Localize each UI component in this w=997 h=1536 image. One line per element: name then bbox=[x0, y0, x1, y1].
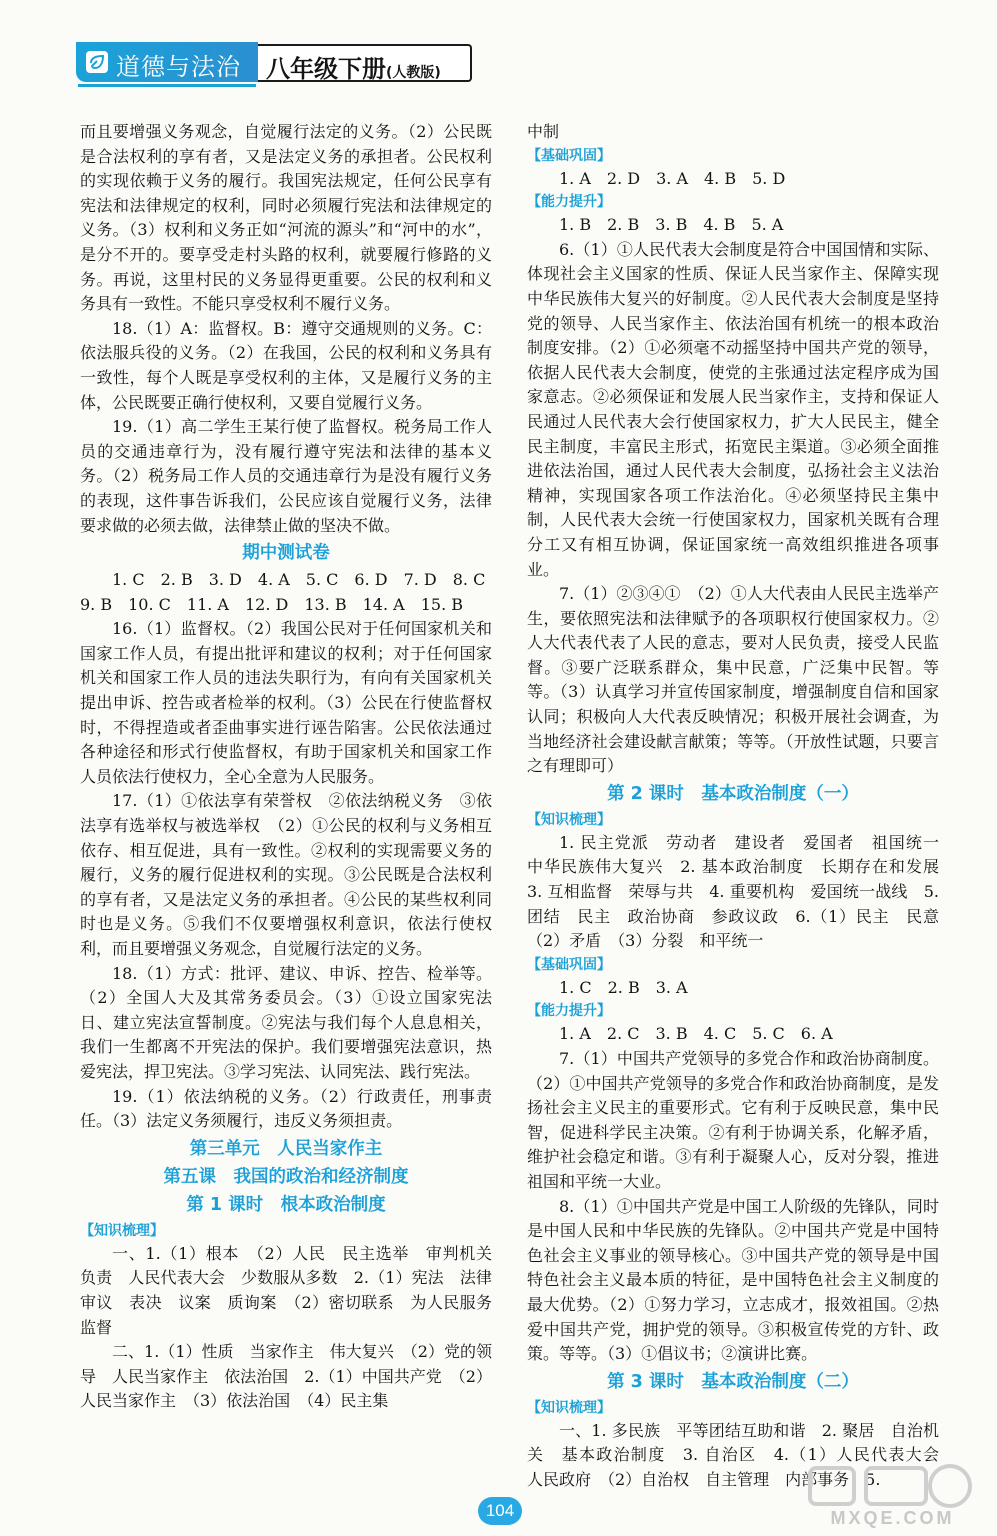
section-heading: 第三单元 人民当家作主 bbox=[189, 1138, 383, 1159]
answer-paragraph: 一、1.（1）根本 （2）人民 民主选举 审判机关 负责 人民代表大会 少数服从多数 2.（1）宪法 法律 审议 表决 议案 质询案 （2）密切联系 为人民服务 监督 bbox=[80, 1243, 509, 1337]
answer-paragraph: 9. B 10. C 11. A 12. D 13. B 14. A 15. B bbox=[80, 594, 463, 614]
right-column bbox=[527, 120, 956, 1493]
subject-band bbox=[76, 42, 258, 82]
subsection-tag: 【知识梳理】 bbox=[527, 811, 611, 828]
answer-paragraph: 17.（1）①依法享有荣誉权 ②依法纳税义务 ③依法享有选举权与被选举权 （2）①公民的权利与义务相互依存、相互促进，具有一致性。②权利的实现需要义务的履行，义务的履行促进权利的实现。③公民既是合法权利的享有者，又是法定义务的承担者。④公民的某些权利同时也是义务。⑤我们不仅要增强权利意识，依法行使权利，而且要增强义务观念，自觉履行法定的义务。 bbox=[80, 791, 492, 958]
answer-paragraph: 1. A 2. C 3. B 4. C 5. C 6. A bbox=[559, 1024, 833, 1044]
subsection-tag: 【知识梳理】 bbox=[527, 1399, 611, 1416]
section-heading: 期中测试卷 bbox=[242, 543, 330, 564]
section-heading: 第五课 我国的政治和经济制度 bbox=[163, 1166, 409, 1187]
subsection-tag: 【知识梳理】 bbox=[80, 1222, 164, 1239]
answer-paragraph: 7.（1）②③④① （2）①人大代表由人民民主选举产生，要依照宪法和法律赋予的各项职权行使国家权力。②人大代表代表了人民的意志，要对人民负责，接受人民监督。③要广泛联系群众，集中民意，广泛集中民智。等等。（3）认真学习并宣传国家制度，增强制度自信和国家认同；积极向人大代表反映情况；积极开展社会调查，为当地经济社会建设献言献策；等等。（开放性试题，只要言之有理即可） bbox=[527, 584, 939, 776]
subsection-tag: 【基础巩固】 bbox=[527, 956, 611, 973]
answer-paragraph: 1. C 2. B 3. D 4. A 5. C 6. D 7. D 8. C bbox=[112, 570, 486, 590]
answer-paragraph: 而且要增强义务观念，自觉履行法定的义务。（2）公民既是合法权利的享有者，又是法定义务的承担者。公民权利的实现依赖于义务的履行。我国宪法规定，任何公民享有宪法和法律规定的权利，同时必须履行宪法和法律规定的义务。（3）权利和义务正如“河流的源头”和“河中的水”，是分不开的。要享受走村头路的权利，就要履行修路的义务。再说，这里村民的义务显得更重要。公民的权利和义务具有一致性。不能只享受权利不履行义务。 bbox=[80, 122, 492, 314]
section-heading: 第 2 课时 基本政治制度（一） bbox=[607, 783, 859, 804]
answer-paragraph: 19.（1）高二学生王某行使了监督权。税务局工作人员的交通违章行为，没有履行遵守宪法和法律的基本义务。（2）税务局工作人员的交通违章行为是没有履行义务的表现，这件事告诉我们，公民应该自觉履行义务，法律要求做的必须去做，法律禁止做的坚决不做。 bbox=[80, 417, 492, 535]
answer-paragraph: 1. A 2. D 3. A 4. B 5. D bbox=[559, 168, 786, 188]
answer-paragraph: 16.（1）监督权。（2）我国公民对于任何国家机关和国家工作人员，有提出批评和建议的权利；对于任何国家机关和国家工作人员的违法失职行为，有向有关国家机关提出申诉、控告或者检举的权利。（3）公民在行使监督权时，不得捏造或者歪曲事实进行诬告陷害。公民依法通过各种途径和形式行使监督权，有助于国家机关和国家工作人员依法行使权力，全心全意为人民服务。 bbox=[80, 619, 492, 786]
answer-paragraph: 18.（1）A：监督权。B：遵守交通规则的义务。C：依法服兵役的义务。（2）在我国，公民的权利和义务具有一致性，每个人既是享受权利的主体，又是履行义务的主体，公民既要正确行使权利，又要自觉履行义务。 bbox=[80, 318, 492, 412]
leaf-icon bbox=[86, 51, 108, 73]
answer-paragraph: 一、1. 多民族 平等团结互助和谐 2. 聚居 自治机关 基本政治制度 3. 自治区 4.（1）人民代表大会 人民政府 （2）自治权 自主管理 内部事务 5. bbox=[527, 1420, 956, 1489]
grade-title: 八年级下册(人教版) bbox=[266, 55, 441, 83]
subsection-tag: 【能力提升】 bbox=[527, 1003, 611, 1020]
edition-label: (人教版) bbox=[386, 65, 441, 81]
page-number: 104 bbox=[478, 1497, 522, 1525]
answer-paragraph: 中制 bbox=[527, 122, 560, 141]
header-underline bbox=[78, 84, 256, 87]
answer-paragraph: 1. B 2. B 3. B 4. B 5. A bbox=[559, 215, 784, 235]
left-column bbox=[80, 120, 509, 1414]
answer-paragraph: 1. 民主党派 劳动者 建设者 爱国者 祖国统一 中华民族伟大复兴 2. 基本政治制度 长期存在和发展 3. 互相监督 荣辱与共 4. 重要机构 爱国统一战线 5. 团结 民主 政治协商 参政议政 6.（1）民主 民意 （2）矛盾 （3）分裂 和平统一 bbox=[527, 832, 956, 951]
watermark-logo bbox=[800, 1462, 985, 1530]
answer-paragraph: 6.（1）①人民代表大会制度是符合中国国情和实际、体现社会主义国家的性质、保证人民当家作主、保障实现中华民族伟大复兴的好制度。②人民代表大会制度是坚持党的领导、人民当家作主、依法治国有机统一的根本政治制度安排。（2）①必须毫不动摇坚持中国共产党的领导，依据人民代表大会制度，使党的主张通过法定程序成为国家意志。②必须保证和发展人民当家作主，支持和保证人民通过人民代表大会行使国家权力，扩大人民民主，健全民主制度，丰富民主形式，拓宽民主渠道。③必须全面推进依法治国，通过人民代表大会制度，弘扬社会主义法治精神，实现国家各项工作法治化。④必须坚持民主集中制，人民代表大会统一行使国家权力，国家机关既有合理分工又有相互协调，保证国家统一高效组织推进各项事业。 bbox=[527, 239, 939, 579]
watermark-text: MXQE.COM bbox=[830, 1508, 955, 1528]
section-heading: 第 1 课时 根本政治制度 bbox=[186, 1194, 386, 1215]
section-heading: 第 3 课时 基本政治制度（二） bbox=[607, 1371, 859, 1392]
answer-paragraph: 19.（1）依法纳税的义务。（2）行政责任，刑事责任。（3）法定义务须履行，违反义务须担责。 bbox=[80, 1086, 492, 1131]
subsection-tag: 【基础巩固】 bbox=[527, 147, 611, 164]
answer-paragraph: 7.（1）中国共产党领导的多党合作和政治协商制度。（2）①中国共产党领导的多党合作和政治协商制度，是发扬社会主义民主的重要形式。它有利于反映民意，集中民智，促进科学民主决策。②有利于协调关系，化解矛盾，维护社会稳定和谐。③有利于凝聚人心，反对分裂，推进祖国和平统一大业。 bbox=[527, 1049, 939, 1191]
grade-box bbox=[258, 44, 472, 82]
answer-paragraph: 二、1.（1）性质 当家作主 伟大复兴 （2）党的领导 人民当家作主 依法治国 2.（1）中国共产党 （2）人民当家作主 （3）依法治国 （4）民主集 bbox=[80, 1342, 492, 1411]
answer-paragraph: 1. C 2. B 3. A bbox=[559, 977, 688, 997]
answer-paragraph: 18.（1）方式：批评、建议、申诉、控告、检举等。（2）全国人大及其常务委员会。（3）①设立国家宪法日、建立宪法宣誓制度。②宪法与我们每个人息息相关，我们一生都离不开宪法的保护。我们要增强宪法意识，热爱宪法，捍卫宪法。③学习宪法、认同宪法、践行宪法。 bbox=[80, 963, 492, 1081]
answer-paragraph: 8.（1）①中国共产党是中国工人阶级的先锋队，同时是中国人民和中华民族的先锋队。②中国共产党是中国特色社会主义事业的领导核心。③中国共产党的领导是中国特色社会主义最本质的特征，是中国特色社会主义制度的最大优势。（2）①努力学习，立志成才，报效祖国。②热爱中国共产党，拥护党的领导。③积极宣传党的方针、政策。等等。（3）①倡议书；②演讲比赛。 bbox=[527, 1196, 939, 1364]
subject-title: 道德与法治 bbox=[116, 53, 241, 81]
subsection-tag: 【能力提升】 bbox=[527, 194, 611, 211]
page-header bbox=[76, 42, 456, 82]
